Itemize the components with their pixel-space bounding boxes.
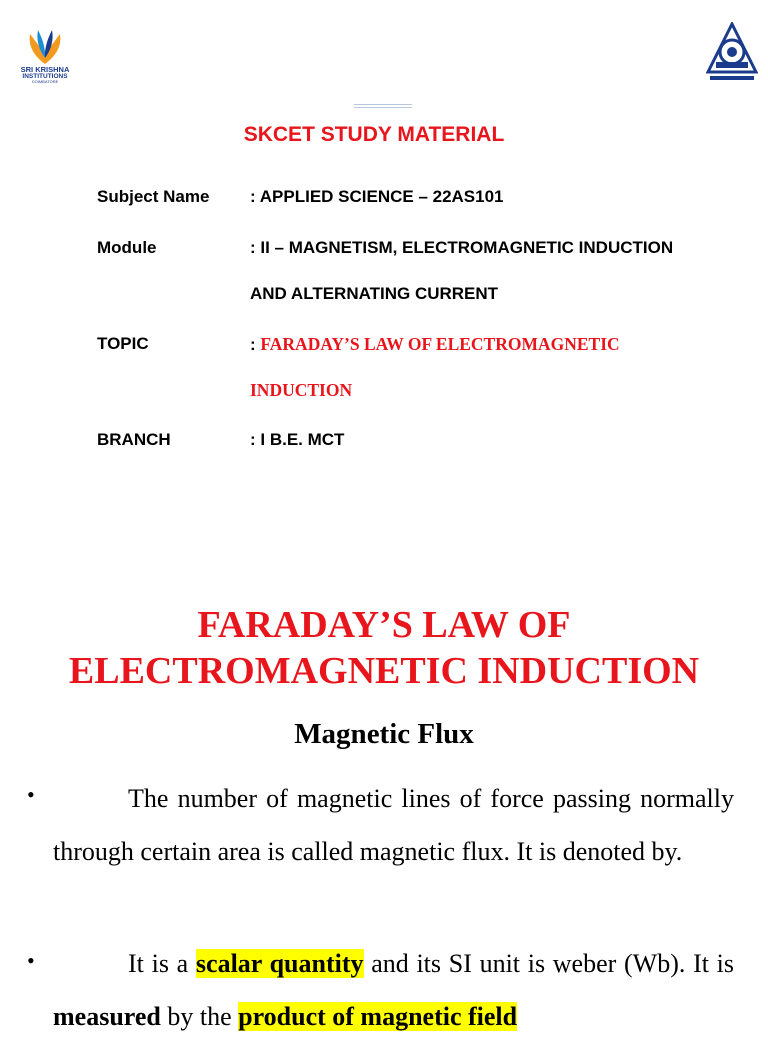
subject-label: Subject Name bbox=[97, 187, 210, 206]
magnetic-flux-heading: Magnetic Flux bbox=[294, 718, 474, 750]
logo-line-2: INSTITUTIONS bbox=[22, 72, 68, 80]
title-line-1: FARADAY’S LAW OF bbox=[197, 604, 571, 646]
subject-value: : APPLIED SCIENCE – 22AS101 bbox=[250, 187, 504, 206]
institution-seal-logo bbox=[706, 22, 758, 86]
p2-text-b: and its SI unit is weber (Wb). It is bbox=[363, 949, 735, 978]
topic-colon: : bbox=[250, 335, 261, 354]
product-highlight: product of magnetic field bbox=[238, 1002, 518, 1031]
sri-krishna-logo bbox=[14, 26, 76, 94]
paragraph-1 bbox=[53, 772, 734, 878]
module-value-line1: : II – MAGNETISM, ELECTROMAGNETIC INDUCTION bbox=[250, 238, 674, 257]
study-material-title: SKCET STUDY MATERIAL bbox=[243, 123, 505, 146]
paragraph-2 bbox=[53, 937, 734, 1043]
topic-value-line2: INDUCTION bbox=[250, 380, 353, 400]
module-value-line2: AND ALTERNATING CURRENT bbox=[250, 284, 499, 303]
p2-text-c: by the bbox=[160, 1002, 239, 1031]
branch-label: BRANCH bbox=[97, 430, 171, 449]
faraday-law-title bbox=[0, 602, 768, 694]
p2-text-a: It is a bbox=[128, 949, 196, 978]
module-label: Module bbox=[97, 238, 157, 257]
topic-value bbox=[250, 334, 620, 355]
branch-value: : I B.E. MCT bbox=[250, 430, 345, 449]
title-line-2: ELECTROMAGNETIC INDUCTION bbox=[68, 650, 700, 692]
logo-line-3: COIMBATORE bbox=[31, 79, 59, 84]
measured-bold: measured bbox=[53, 1002, 161, 1031]
logo-line-1: SRI KRISHNA bbox=[20, 65, 70, 74]
decorative-lines bbox=[354, 104, 412, 108]
sri-krishna-emblem-icon bbox=[20, 26, 70, 66]
paragraph-1-text: The number of magnetic lines of force passing normally through certain area is called magnetic flux. It is denoted by. bbox=[53, 784, 734, 866]
scalar-quantity-highlight: scalar quantity bbox=[195, 949, 364, 978]
bullet-2: • bbox=[27, 948, 35, 973]
bullet-1: • bbox=[27, 782, 35, 807]
topic-label: TOPIC bbox=[97, 334, 149, 353]
topic-value-line1: FARADAY’S LAW OF ELECTROMAGNETIC bbox=[260, 334, 620, 354]
seal-icon bbox=[706, 22, 758, 86]
